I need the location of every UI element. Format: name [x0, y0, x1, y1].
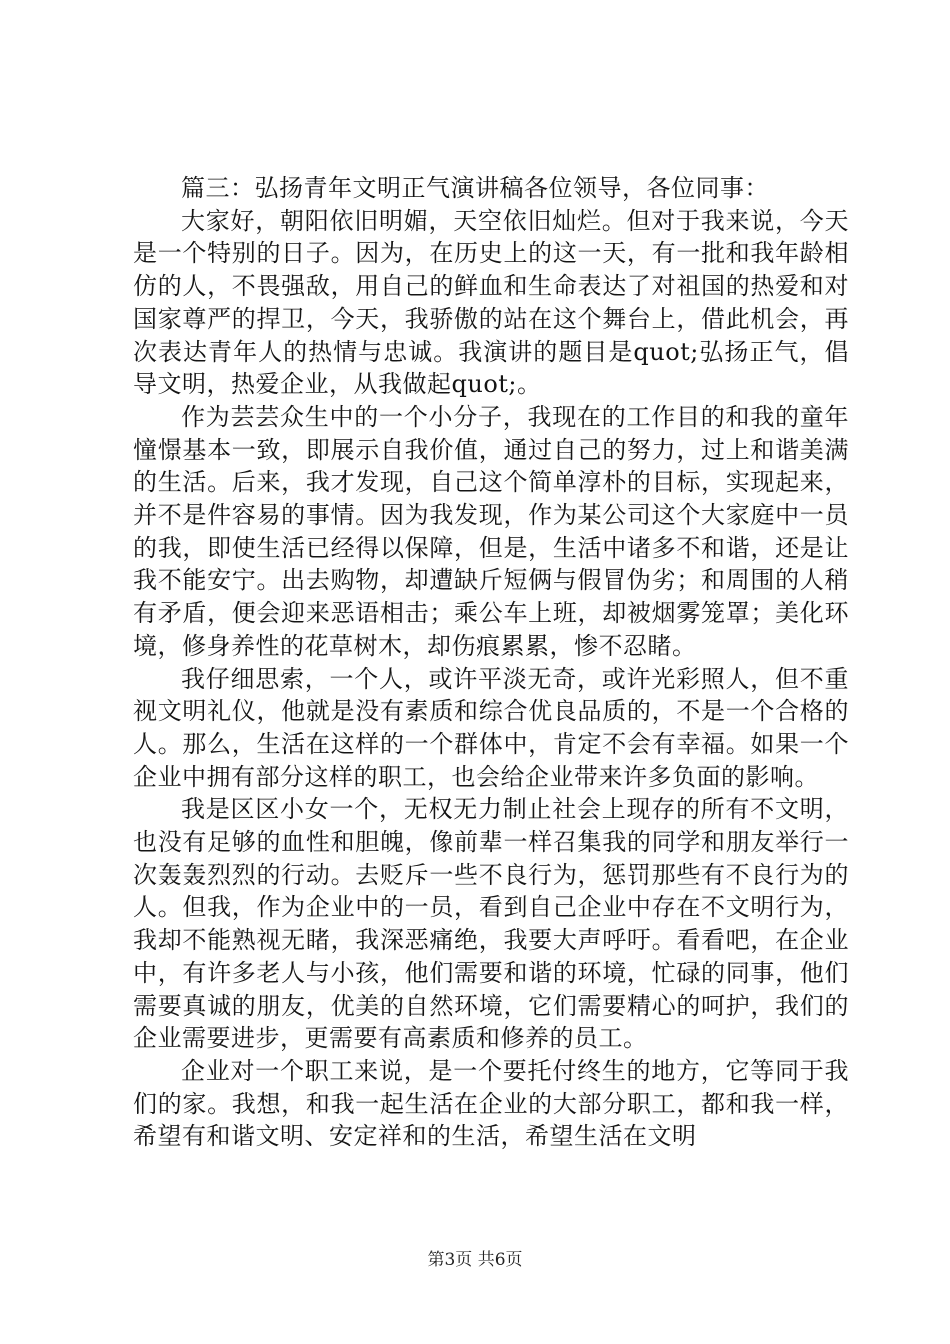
document-body [133, 172, 849, 1153]
paragraph: 大家好，朝阳依旧明媚，天空依旧灿烂。但对于我来说，今天是一个特别的日子。因为，在历史上的这一天，有一批和我年龄相仿的人，不畏强敌，用自己的鲜血和生命表达了对祖国的热爱和对国家尊严的捍卫，今天，我骄傲的站在这个舞台上，借此机会，再次表达青年人的热情与忠诚。我演讲的题目是quot;弘扬正气，倡导文明，热爱企业，从我做起quot;。 [133, 206, 849, 399]
paragraph-title: 篇三：弘扬青年文明正气演讲稿各位领导，各位同事： [181, 174, 769, 202]
paragraph: 我是区区小女一个，无权无力制止社会上现存的所有不文明，也没有足够的血性和胆魄，像前辈一样召集我的同学和朋友举行一次轰轰烈烈的行动。去贬斥一些不良行为，惩罚那些有不良行为的人。但我，作为企业中的一员，看到自己企业中存在不文明行为，我却不能熟视无睹，我深恶痛绝，我要大声呼吁。看看吧，在企业中，有许多老人与小孩，他们需要和谐的环境，忙碌的同事，他们需要真诚的朋友，优美的自然环境，它们需要精心的呵护，我们的企业需要进步，更需要有高素质和修养的员工。 [133, 795, 849, 1053]
paragraph: 企业对一个职工来说，是一个要托付终生的地方，它等同于我们的家。我想，和我一起生活在企业的大部分职工，都和我一样，希望有和谐文明、安定祥和的生活，希望生活在文明 [133, 1056, 849, 1151]
page-indicator: 第3页 共6页 [427, 1250, 523, 1270]
paragraph: 我仔细思索，一个人，或许平淡无奇，或许光彩照人，但不重视文明礼仪，他就是没有素质和综合优良品质的，不是一个合格的人。那么，生活在这样的一个群体中，肯定不会有幸福。如果一个企业中拥有部分这样的职工，也会给企业带来许多负面的影响。 [133, 664, 849, 791]
paragraph: 作为芸芸众生中的一个小分子，我现在的工作目的和我的童年憧憬基本一致，即展示自我价值，通过自己的努力，过上和谐美满的生活。后来，我才发现，自己这个简单淳朴的目标，实现起来，并不是件容易的事情。因为我发现，作为某公司这个大家庭中一员的我，即使生活已经得以保障，但是，生活中诸多不和谐，还是让我不能安宁。出去购物，却遭缺斤短俩与假冒伪劣；和周围的人稍有矛盾，便会迎来恶语相击；乘公车上班，却被烟雾笼罩；美化环境，修身养性的花草树木，却伤痕累累，惨不忍睹。 [133, 402, 849, 660]
page-footer [0, 1245, 950, 1270]
